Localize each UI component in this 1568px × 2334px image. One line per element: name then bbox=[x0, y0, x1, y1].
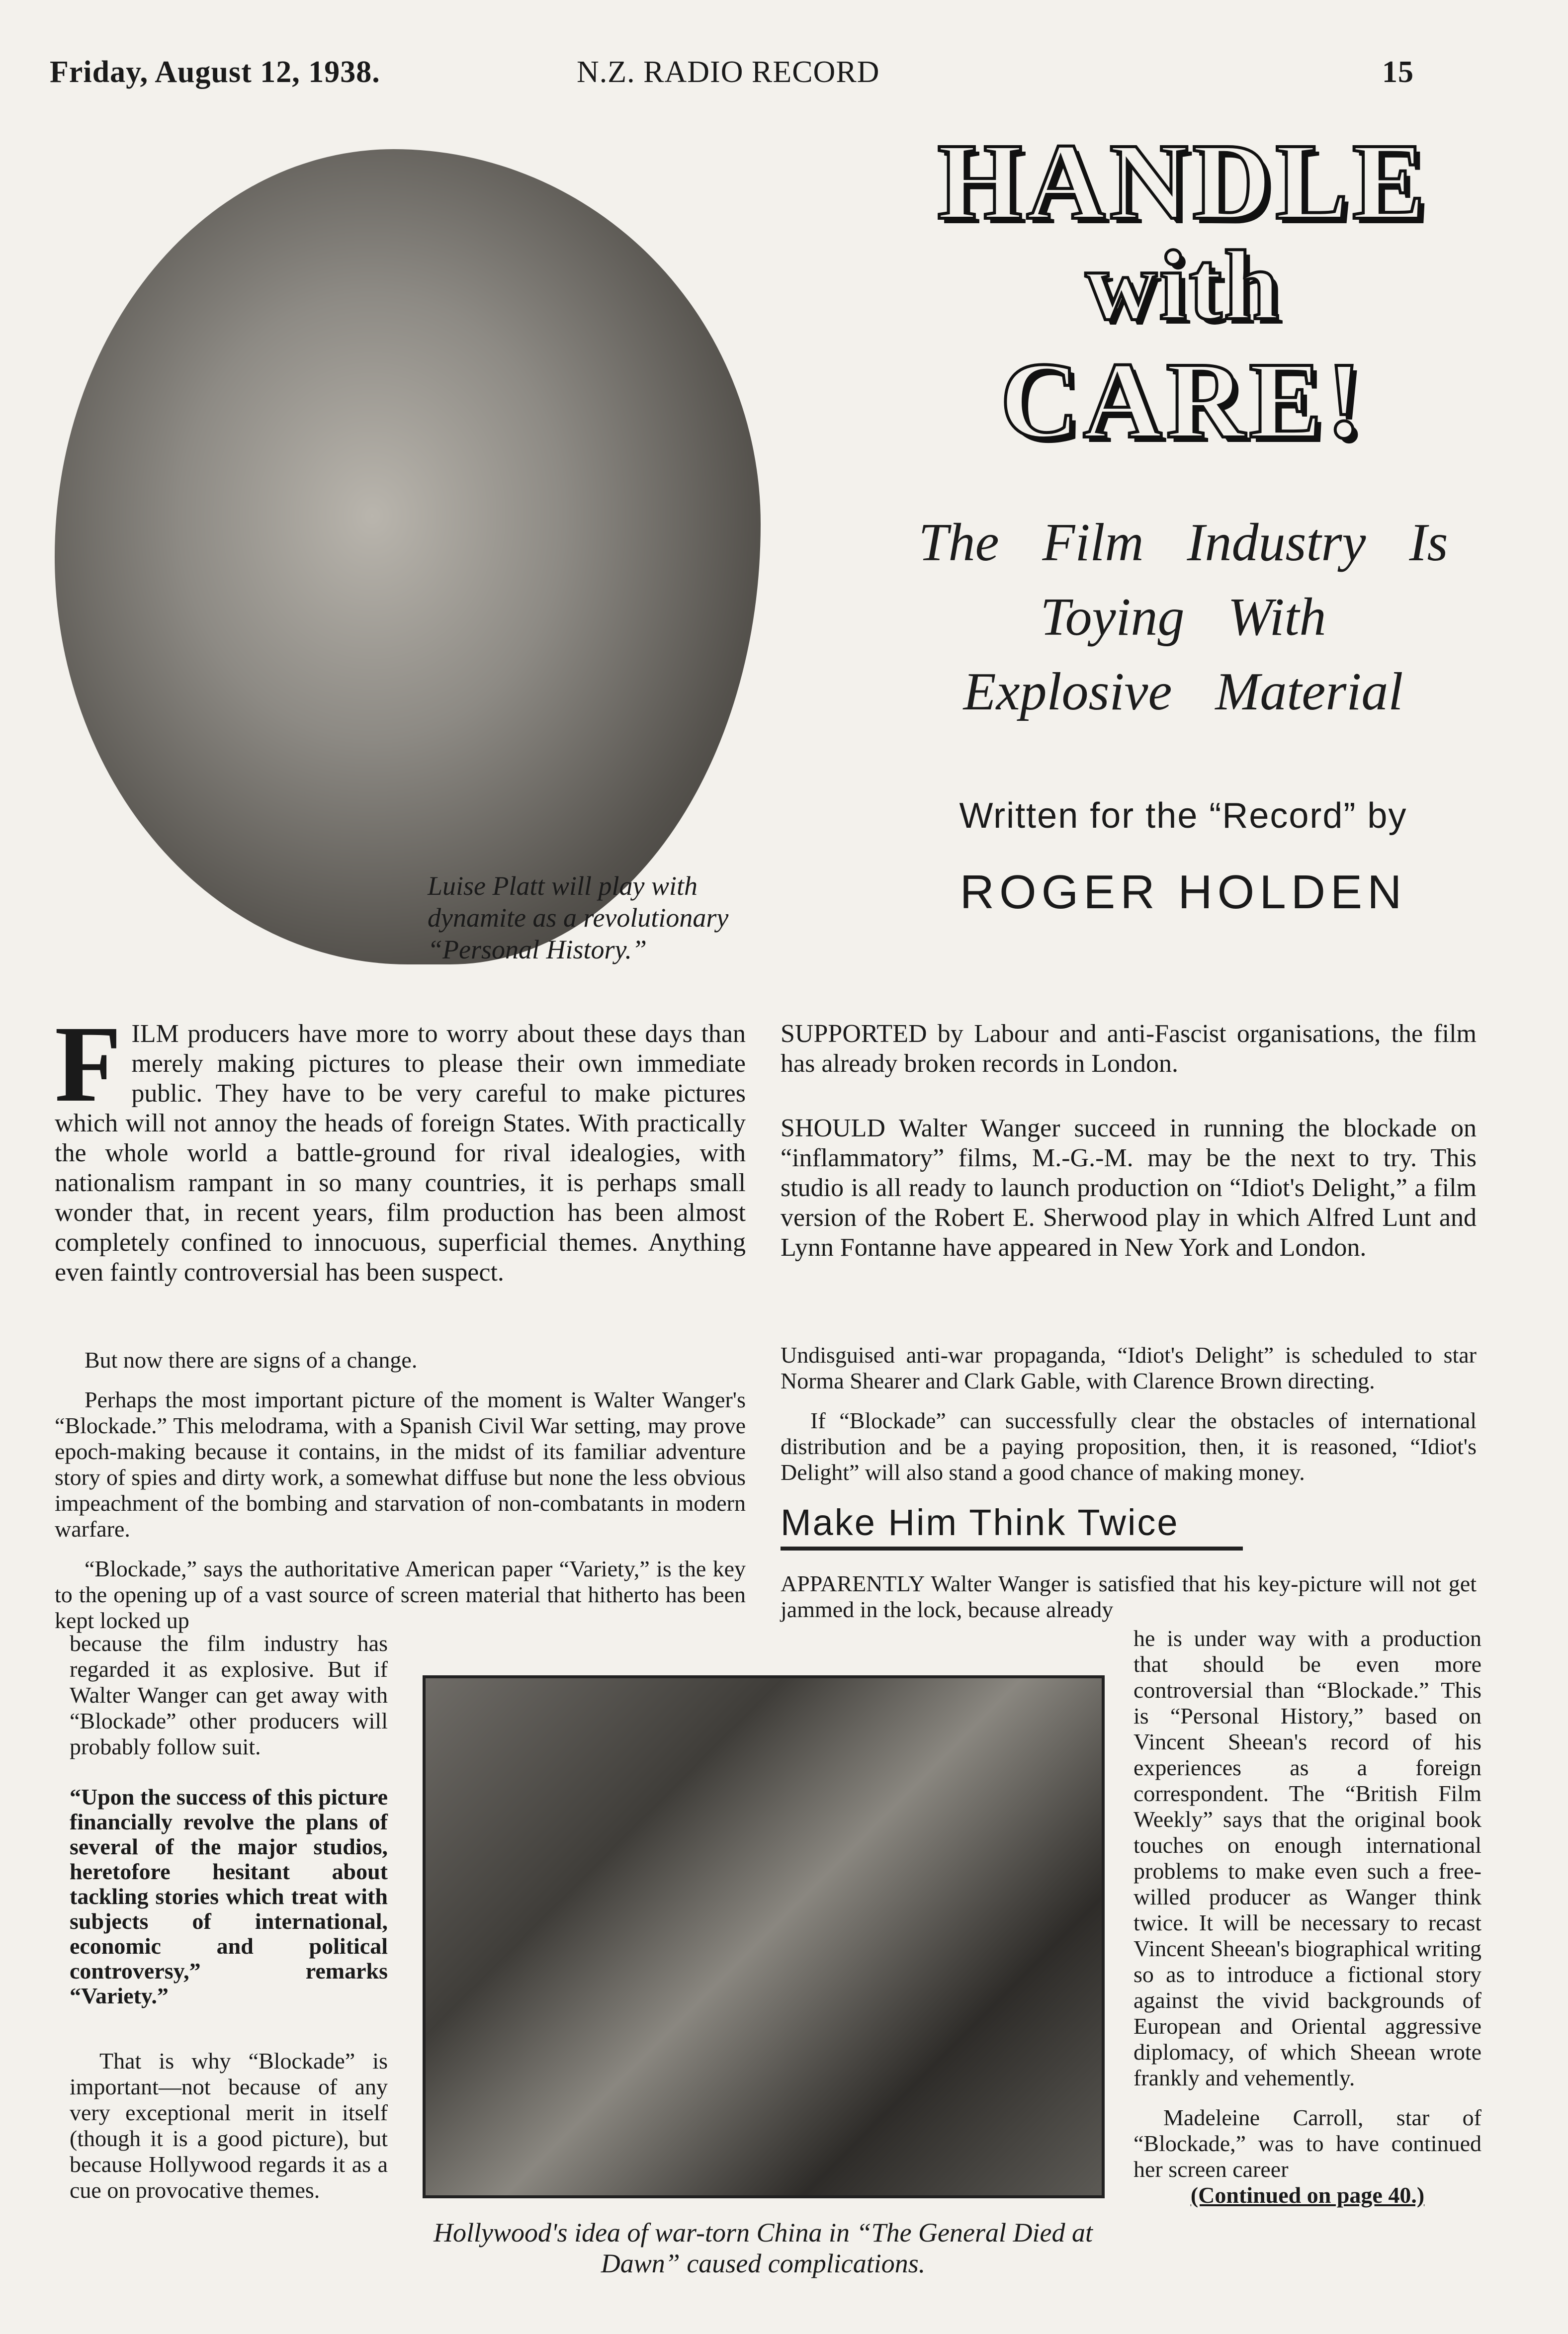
left-paragraph-4: “Blockade,” says the authoritative American paper “Variety,” is the key to the opening up of a vast source of screen material that hitherto has been kept locked up bbox=[55, 1556, 746, 1633]
headline-line-3: CARE! bbox=[1000, 340, 1367, 461]
portrait-photo bbox=[55, 149, 761, 964]
left-paragraph-4b: because the film industry has regarded it as explosive. But if Walter Wanger can get away with “Blockade” other producers will probably follow suit. bbox=[70, 1631, 388, 1759]
right-paragraph-4b: he is under way with a production that should be even more controversial than “Blockade.” This is “Personal History,” based on Vincent Sheean's record of his experiences as a foreign correspondent. The “British Film Weekly” says that the original book touches on enough international problems to make even such a free-willed producer as Wanger think twice. It will be necessary to recast Vincent Sheean's biographical writing so as to introduce a fictional story against the vivid backgrounds of European and Oriental aggressive diplomacy, of which Sheean wrote frankly and vehemently. bbox=[1133, 1626, 1481, 2090]
subheadline-line-1: The Film Industry Is bbox=[918, 513, 1448, 572]
left-column-body bbox=[55, 1347, 746, 1634]
right-paragraph-5: Madeleine Carroll, star of “Blockade,” was to have continued her screen career bbox=[1133, 2105, 1481, 2182]
byline-written-for: Written for the “Record” by bbox=[959, 796, 1407, 836]
right-column-top bbox=[781, 1019, 1477, 1277]
pull-quote: “Upon the success of this picture financially revolve the plans of several of the major studios, heretofore hesitant about tackling stories which treat with subjects of international, economic and political controversy,” remarks “Variety.” bbox=[70, 1784, 388, 2008]
left-paragraph-1: ILM producers have more to worry about these days than merely making pictures to please their own immediate public. They have to be very careful to make pictures which will not annoy the heads of foreign States. With practically the whole world a battle-ground for rival idealogies, with nationalism rampant in so many countries, it is perhaps small wonder that, in recent years, film production has been almost completely confined to innocuous, superficial themes. Anything even faintly controversial has been suspect. bbox=[55, 1020, 746, 1287]
war-scene-photo bbox=[423, 1675, 1105, 2198]
issue-date: Friday, August 12, 1938. bbox=[50, 55, 380, 89]
right-column-mid bbox=[781, 1342, 1477, 1499]
headline-line-2: with bbox=[1085, 231, 1281, 341]
page-number: 15 bbox=[1382, 55, 1414, 89]
scene-photo-caption: Hollywood's idea of war-torn China in “The General Died at Dawn” caused complications. bbox=[434, 2218, 1093, 2278]
left-paragraph-5: That is why “Blockade” is important—not because of any very exceptional merit in itself (though it is a good picture), but because Hollywood regards it as a cue on provocative themes. bbox=[70, 2048, 388, 2203]
drop-cap: F bbox=[55, 1003, 122, 1124]
right-paragraph-2b: Undisguised anti-war propaganda, “Idiot's Delight” is scheduled to star Norma Shearer and Clark Gable, with Clarence Brown directing. bbox=[781, 1342, 1477, 1393]
right-paragraph-2: SHOULD Walter Wanger succeed in running the blockade on “inflammatory” films, M.-G.-M. may be the next to try. This studio is all ready to launch production on “Idiot's Delight,” a film version of the Robert E. Sherwood play in which Alfred Lunt and Lynn Fontanne have appeared in New York and London. bbox=[781, 1114, 1477, 1262]
section-heading: Make Him Think Twice bbox=[781, 1501, 1243, 1551]
headline-line-1: HANDLE bbox=[937, 121, 1429, 242]
publication-name: N.Z. RADIO RECORD bbox=[577, 55, 880, 89]
continued-note: (Continued on page 40.) bbox=[1190, 2182, 1425, 2208]
left-paragraph-3: Perhaps the most important picture of the moment is Walter Wanger's “Blockade.” This melodrama, with a Spanish Civil War setting, may prove epoch-making because it contains, in the midst of its familiar adventure story of spies and dirty work, a somewhat diffuse but none the less obvious impeachment of the bombing and starvation of non-combatants in modern warfare. bbox=[55, 1387, 746, 1542]
right-paragraph-4: APPARENTLY Walter Wanger is satisfied that his key-picture will not get jammed in the lock, because already bbox=[781, 1571, 1477, 1622]
right-narrow-column bbox=[1133, 1626, 1481, 2222]
portrait-caption: Luise Platt will play with dynamite as a revolutionary “Personal History.” bbox=[428, 871, 729, 964]
subheadline-line-3: Explosive Material bbox=[963, 662, 1403, 721]
byline-author: ROGER HOLDEN bbox=[959, 865, 1407, 919]
left-narrow-column bbox=[70, 1631, 388, 2217]
left-column-intro bbox=[55, 1003, 746, 1301]
right-paragraph-1: SUPPORTED by Labour and anti-Fascist organisations, the film has already broken records in London. bbox=[781, 1020, 1477, 1078]
left-paragraph-2: But now there are signs of a change. bbox=[85, 1347, 418, 1373]
subheadline-line-2: Toying With bbox=[1040, 588, 1326, 647]
right-paragraph-3: If “Blockade” can successfully clear the obstacles of international distribution and be a paying proposition, then, it is reasoned, “Idiot's Delight” will also stand a good chance of making money. bbox=[781, 1408, 1477, 1485]
